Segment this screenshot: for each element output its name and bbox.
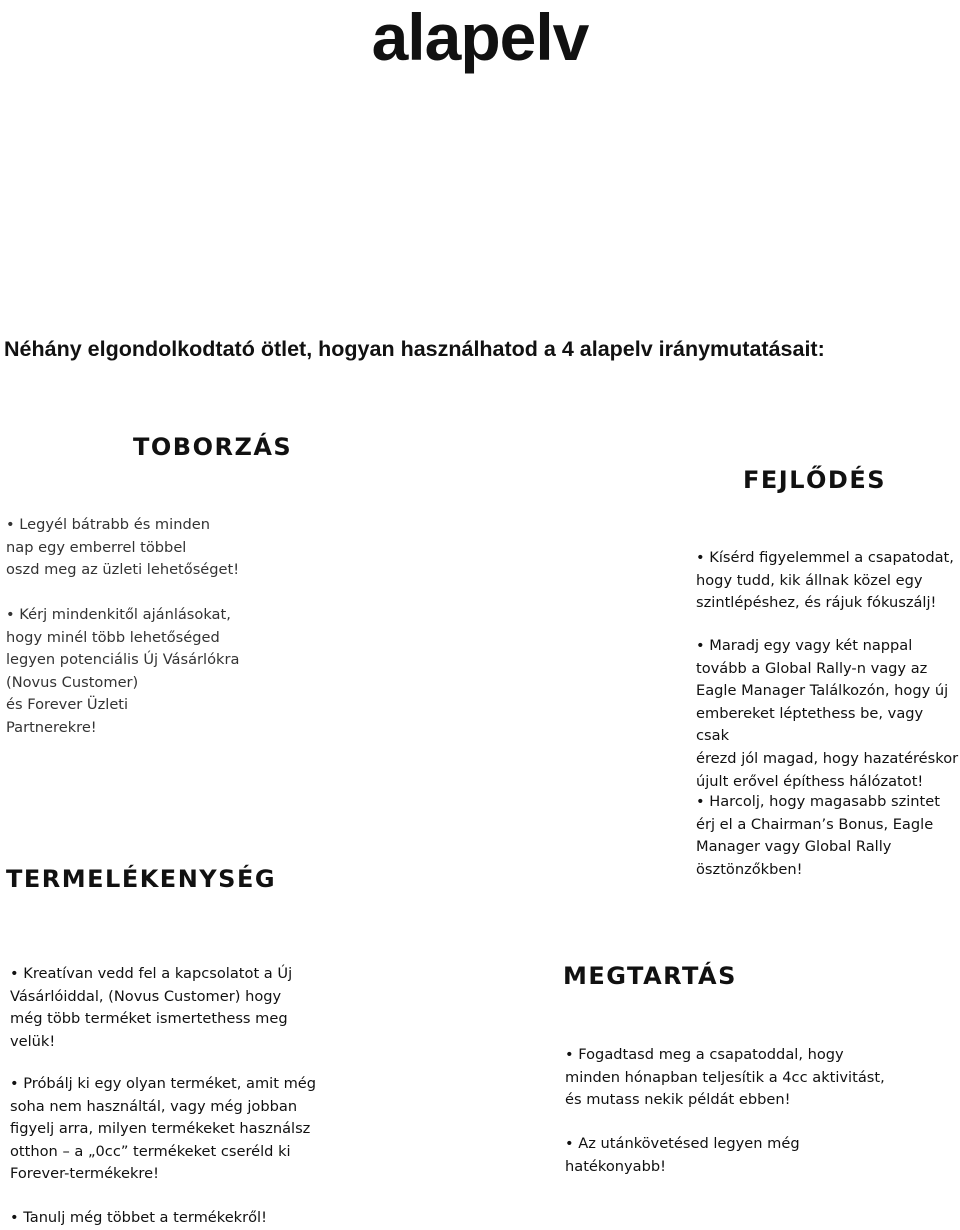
termelekenyseg-item-2: • Próbálj ki egy olyan terméket, amit még soha nem használtál, vagy még jobban figyelj arra, milyen termékeket használsz otthon – a „0cc” termékeket cseréld ki Forever-termékekre! (10, 1075, 317, 1183)
section-heading-fejlodes: FEJLŐDÉS (743, 466, 887, 494)
toborzas-item-1: • Legyél bátrabb és minden nap egy emberrel többel oszd meg az üzleti lehetőséget! (6, 516, 240, 579)
fejlodes-item-2: • Maradj egy vagy két nappal tovább a Global Rally-n vagy az Eagle Manager Találkozón, hogy új embereket léptethess be, vagy csak érezd jól magad, hogy hazatéréskor újult erővel építhess hálózatot! (696, 637, 959, 790)
fejlodes-item-3: • Harcolj, hogy magasabb szintet érj el a Chairman’s Bonus, Eagle Manager vagy Global Rally ösztönzőkben! (696, 793, 940, 878)
section-heading-termelekenyseg: TERMELÉKENYSÉG (6, 865, 277, 893)
megtartas-item-2: • Az utánkövetésed legyen még hatékonyabb! (565, 1135, 800, 1175)
section-heading-megtartas: MEGTARTÁS (563, 962, 737, 990)
megtartas-item-1: • Fogadtasd meg a csapatoddal, hogy minden hónapban teljesítik a 4cc aktivitást, és mutass nekik példát ebben! (565, 1046, 885, 1109)
termelekenyseg-item-3: • Tanulj még többet a termékekről! (10, 1209, 267, 1226)
page-subtitle: Néhány elgondolkodtató ötlet, hogyan használhatod a 4 alapelv iránymutatásait: (4, 337, 825, 361)
section-heading-toborzas: TOBORZÁS (133, 433, 293, 461)
termelekenyseg-item-1: • Kreatívan vedd fel a kapcsolatot a Új Vásárlóiddal, (Novus Customer) hogy még több terméket ismertethess meg velük! (10, 965, 293, 1050)
fejlodes-item-1: • Kísérd figyelemmel a csapatodat, hogy tudd, kik állnak közel egy szintlépéshez, és rájuk fókuszálj! (696, 549, 954, 612)
toborzas-item-2: • Kérj mindenkitől ajánlásokat, hogy minél több lehetőséged legyen potenciális Új Vásárlókra (Novus Customer) és Forever Üzleti Partnerekre! (6, 606, 240, 736)
page-title: alapelv (371, 0, 589, 74)
